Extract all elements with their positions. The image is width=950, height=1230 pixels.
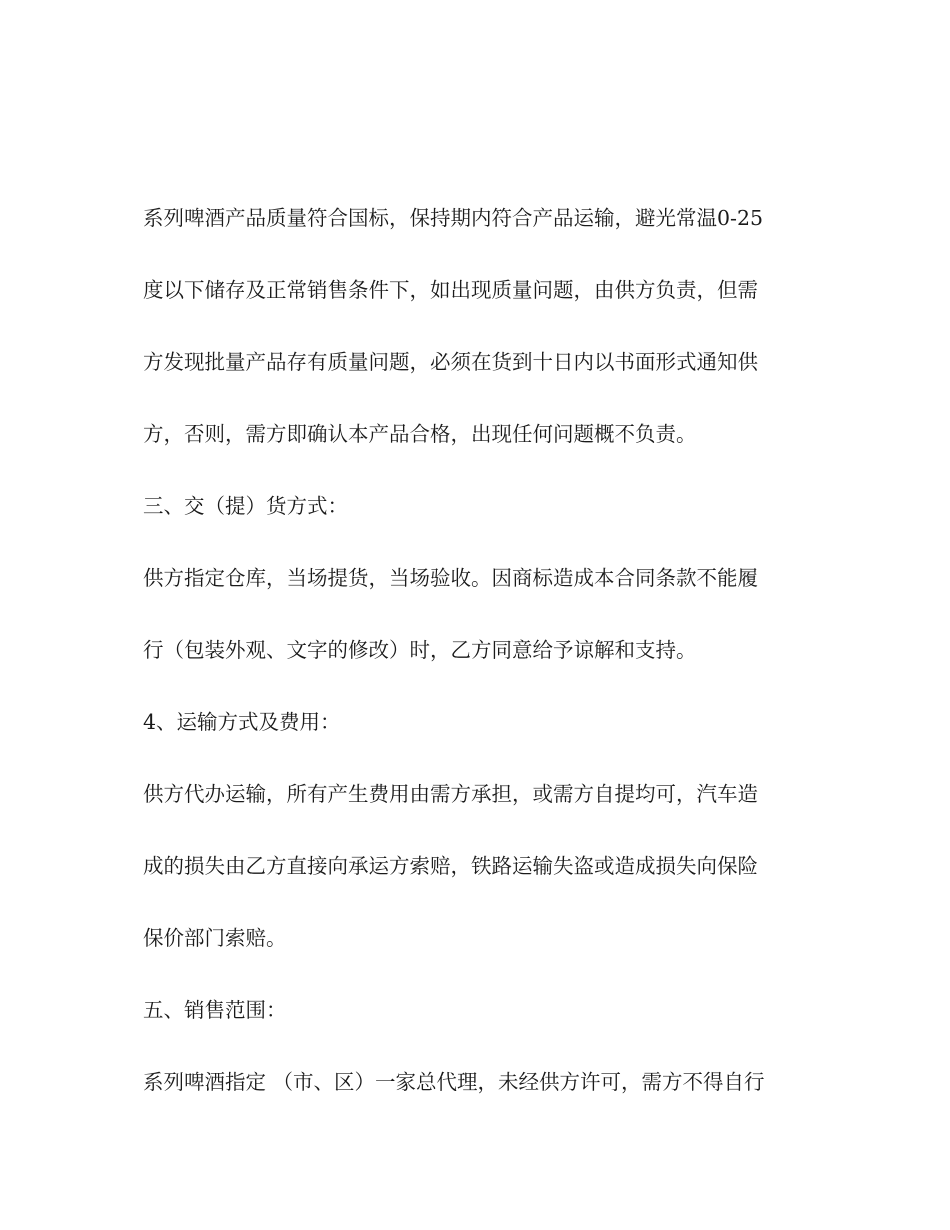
paragraph-line: 成的损失由乙方直接向承运方索赔，铁路运输失盗或造成损失向保险 <box>143 854 758 878</box>
paragraph-line: 度以下储存及正常销售条件下，如出现质量问题，由供方负责，但需 <box>143 278 758 302</box>
paragraph-line: 供方指定仓库，当场提货，当场验收。因商标造成本合同条款不能履 <box>143 566 758 590</box>
paragraph-line: 方，否则，需方即确认本产品合格，出现任何问题概不负责。 <box>143 422 697 446</box>
paragraph-line: 方发现批量产品存有质量问题，必须在货到十日内以书面形式通知供 <box>143 350 758 374</box>
section-heading: 三、交（提）货方式： <box>143 494 348 518</box>
paragraph-line: 供方代办运输，所有产生费用由需方承担，或需方自提均可，汽车造 <box>143 782 758 806</box>
paragraph-line: 保价部门索赔。 <box>143 926 287 950</box>
paragraph-line: 系列啤酒产品质量符合国标，保持期内符合产品运输，避光常温0-25 <box>143 206 764 230</box>
paragraph-line: 行（包装外观、文字的修改）时，乙方同意给予谅解和支持。 <box>143 638 697 662</box>
paragraph-line: 系列啤酒指定 （市、区）一家总代理，未经供方许可，需方不得自行 <box>143 1070 765 1094</box>
section-heading: 4、运输方式及费用： <box>143 710 341 734</box>
section-heading: 五、销售范围： <box>143 998 287 1022</box>
